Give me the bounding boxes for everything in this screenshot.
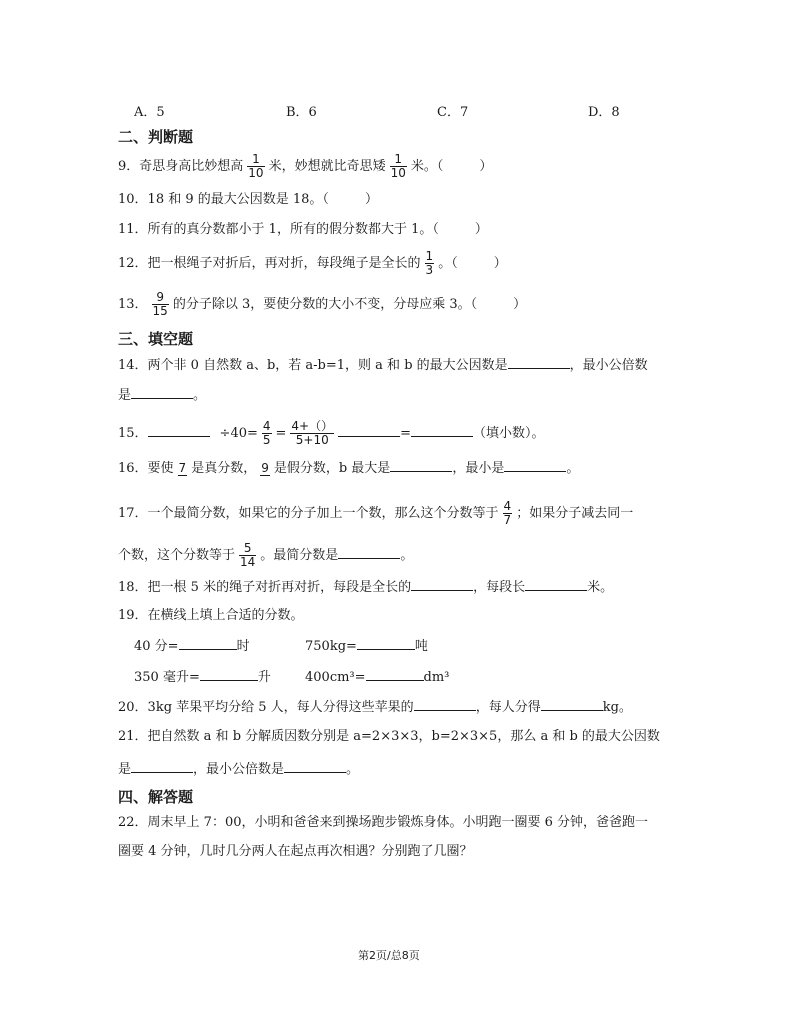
question-11: 11．所有的真分数都小于 1，所有的假分数都大于 1。（ ）	[118, 222, 488, 237]
question-17: 17．一个最简分数，如果它的分子加上一个数，那么这个分数等于 $\frac{4}{7}$ ；如果分子减去同一	[118, 499, 634, 527]
fraction: $\frac{1}{10}$	[248, 152, 264, 180]
question-13: 13． $\frac{9}{15}$ 的分子除以 3，要使分数的大小不变，分母应乘 3。（ ）	[118, 290, 527, 318]
section-heading-judge: 二、判断题	[118, 128, 194, 146]
fraction: $\frac{1}{3}$	[425, 249, 434, 277]
answer-blank[interactable]	[131, 386, 193, 399]
question-12: 12．把一根绳子对折后，再对折，每段绳子是全长的 $\frac{1}{3}$ 。（ ）	[118, 249, 507, 277]
question-19: 19．在横线上填上合适的分数。	[118, 608, 304, 623]
question-21-line-2: 是 ，最小公倍数是 。	[118, 762, 360, 777]
section-heading-fill: 三、填空题	[118, 330, 194, 348]
section-heading-solve: 四、解答题	[118, 788, 194, 806]
fraction: $\frac{4+()}{5+10}$	[291, 419, 334, 447]
answer-blank[interactable]	[338, 546, 400, 559]
fraction: $\frac{5}{14}$	[240, 541, 256, 569]
fraction: $\frac{4}{7}$	[503, 499, 512, 527]
option-d: D．8	[588, 105, 620, 120]
question-16: 16．要使 7 是真分数， 9 是假分数，b 最大是 ，最小是 。	[118, 460, 580, 476]
answer-blank[interactable]	[504, 459, 566, 472]
question-21: 21．把自然数 a 和 b 分解质因数分别是 a=2×3×3，b=2×3×5，那么 a 和 b 的最大公因数	[118, 729, 660, 744]
question-17-line-2: 个数，这个分数等于 $\frac{5}{14}$ 。最简分数是 。	[118, 541, 414, 569]
question-19-row-1a: 40 分= 时	[134, 639, 250, 654]
answer-blank[interactable]	[525, 578, 587, 591]
question-19-row-1b: 750kg= 吨	[305, 639, 428, 654]
answer-blank[interactable]	[357, 637, 415, 650]
question-19-row-2b: 400cm³= dm³	[305, 670, 450, 685]
question-9: 9．奇思身高比妙想高 $\frac{1}{10}$ 米，妙想就比奇思矮 $\frac{1}{10}$ 米。（ ）	[118, 152, 493, 180]
answer-blank[interactable]	[366, 668, 424, 681]
option-c: C．7	[437, 105, 469, 120]
question-20: 20．3kg 苹果平均分给 5 人，每人分得这些苹果的 ，每人分得 kg。	[118, 700, 632, 715]
answer-blank[interactable]	[179, 637, 237, 650]
question-22-line-2: 圈要 4 分钟，几时几分两人在起点再次相遇？分别跑了几圈？	[118, 844, 473, 859]
fraction: 9	[261, 460, 269, 475]
question-14: 14．两个非 0 自然数 a、b，若 a-b=1，则 a 和 b 的最大公因数是 ，最小公倍数	[118, 358, 648, 373]
question-10: 10．18 和 9 的最大公因数是 18。（ ）	[118, 192, 378, 207]
fraction: $\frac{4}{5}$	[262, 419, 271, 447]
page-number: 第2页/总8页	[358, 949, 420, 962]
answer-blank[interactable]	[284, 760, 346, 773]
answer-blank[interactable]	[390, 459, 452, 472]
answer-blank[interactable]	[338, 424, 400, 437]
fraction: $\frac{9}{15}$	[152, 290, 168, 318]
fraction: 7	[178, 460, 187, 475]
question-19-row-2a: 350 毫升= 升	[134, 670, 271, 685]
answer-blank[interactable]	[414, 698, 476, 711]
question-22: 22．周末早上 7：00，小明和爸爸来到操场跑步锻炼身体。小明跑一圈要 6 分钟，爸爸跑一	[118, 815, 649, 830]
answer-blank[interactable]	[200, 668, 258, 681]
option-b: B．6	[286, 105, 317, 120]
fraction: $\frac{1}{10}$	[390, 152, 406, 180]
answer-blank[interactable]	[411, 578, 473, 591]
answer-blank[interactable]	[508, 356, 570, 369]
question-14-line-2: 是 。	[118, 388, 207, 403]
option-a: A．5	[134, 105, 165, 120]
answer-blank[interactable]	[541, 698, 603, 711]
answer-blank[interactable]	[411, 424, 473, 437]
question-18: 18．把一根 5 米的绳子对折再对折，每段是全长的 ，每段长 米。	[118, 580, 614, 595]
answer-blank[interactable]	[131, 760, 193, 773]
answer-blank[interactable]	[148, 424, 210, 437]
question-15: 15． ÷40= $\frac{4}{5}$ = $\frac{4+()}{5+10}$ = （填小数）。	[118, 419, 545, 447]
